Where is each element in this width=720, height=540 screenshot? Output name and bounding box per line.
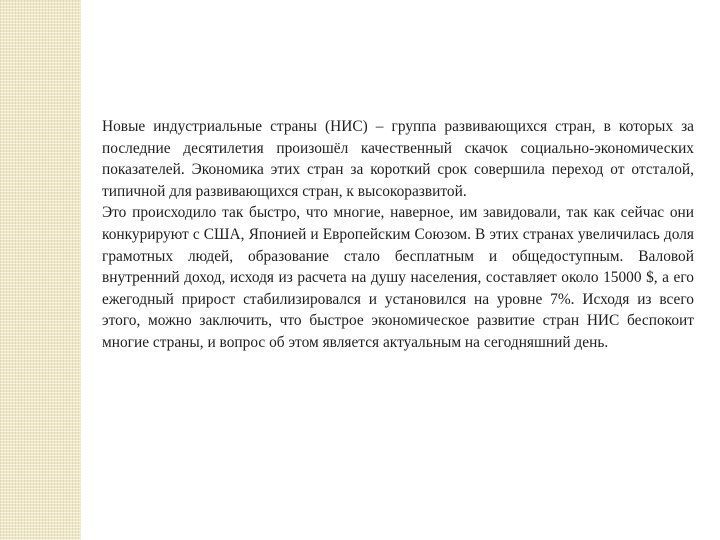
text-body bbox=[102, 116, 694, 354]
paragraph-definition: Новые индустриальные страны (НИС) – группа развивающихся стран, в которых за последние десятилетия произошёл качественный скачок социально-экономических показателей. Экономика этих стран за короткий срок совершила переход от отсталой, типичной для развивающихся стран, к высокоразвитой. bbox=[102, 118, 694, 200]
decorative-side-band bbox=[0, 0, 81, 540]
paragraph-development: Это происходило так быстро, что многие, наверное, им завидовали, так как сейчас они конкурируют с США, Японией и Европейским Союзом. В этих странах увеличилась доля грамотных людей, образование стало бесплатным и общедоступным. Валовой внутренний доход, исходя из расчета на душу населения, составляет около 15000 $, а его ежегодный прирост стабилизировался и установился на уровне 7%. Исходя из всего этого, можно заключить, что быстрое экономическое развитие стран НИС беспокоит многие страны, и вопрос об этом является актуальным на сегодняшний день. bbox=[102, 204, 694, 351]
